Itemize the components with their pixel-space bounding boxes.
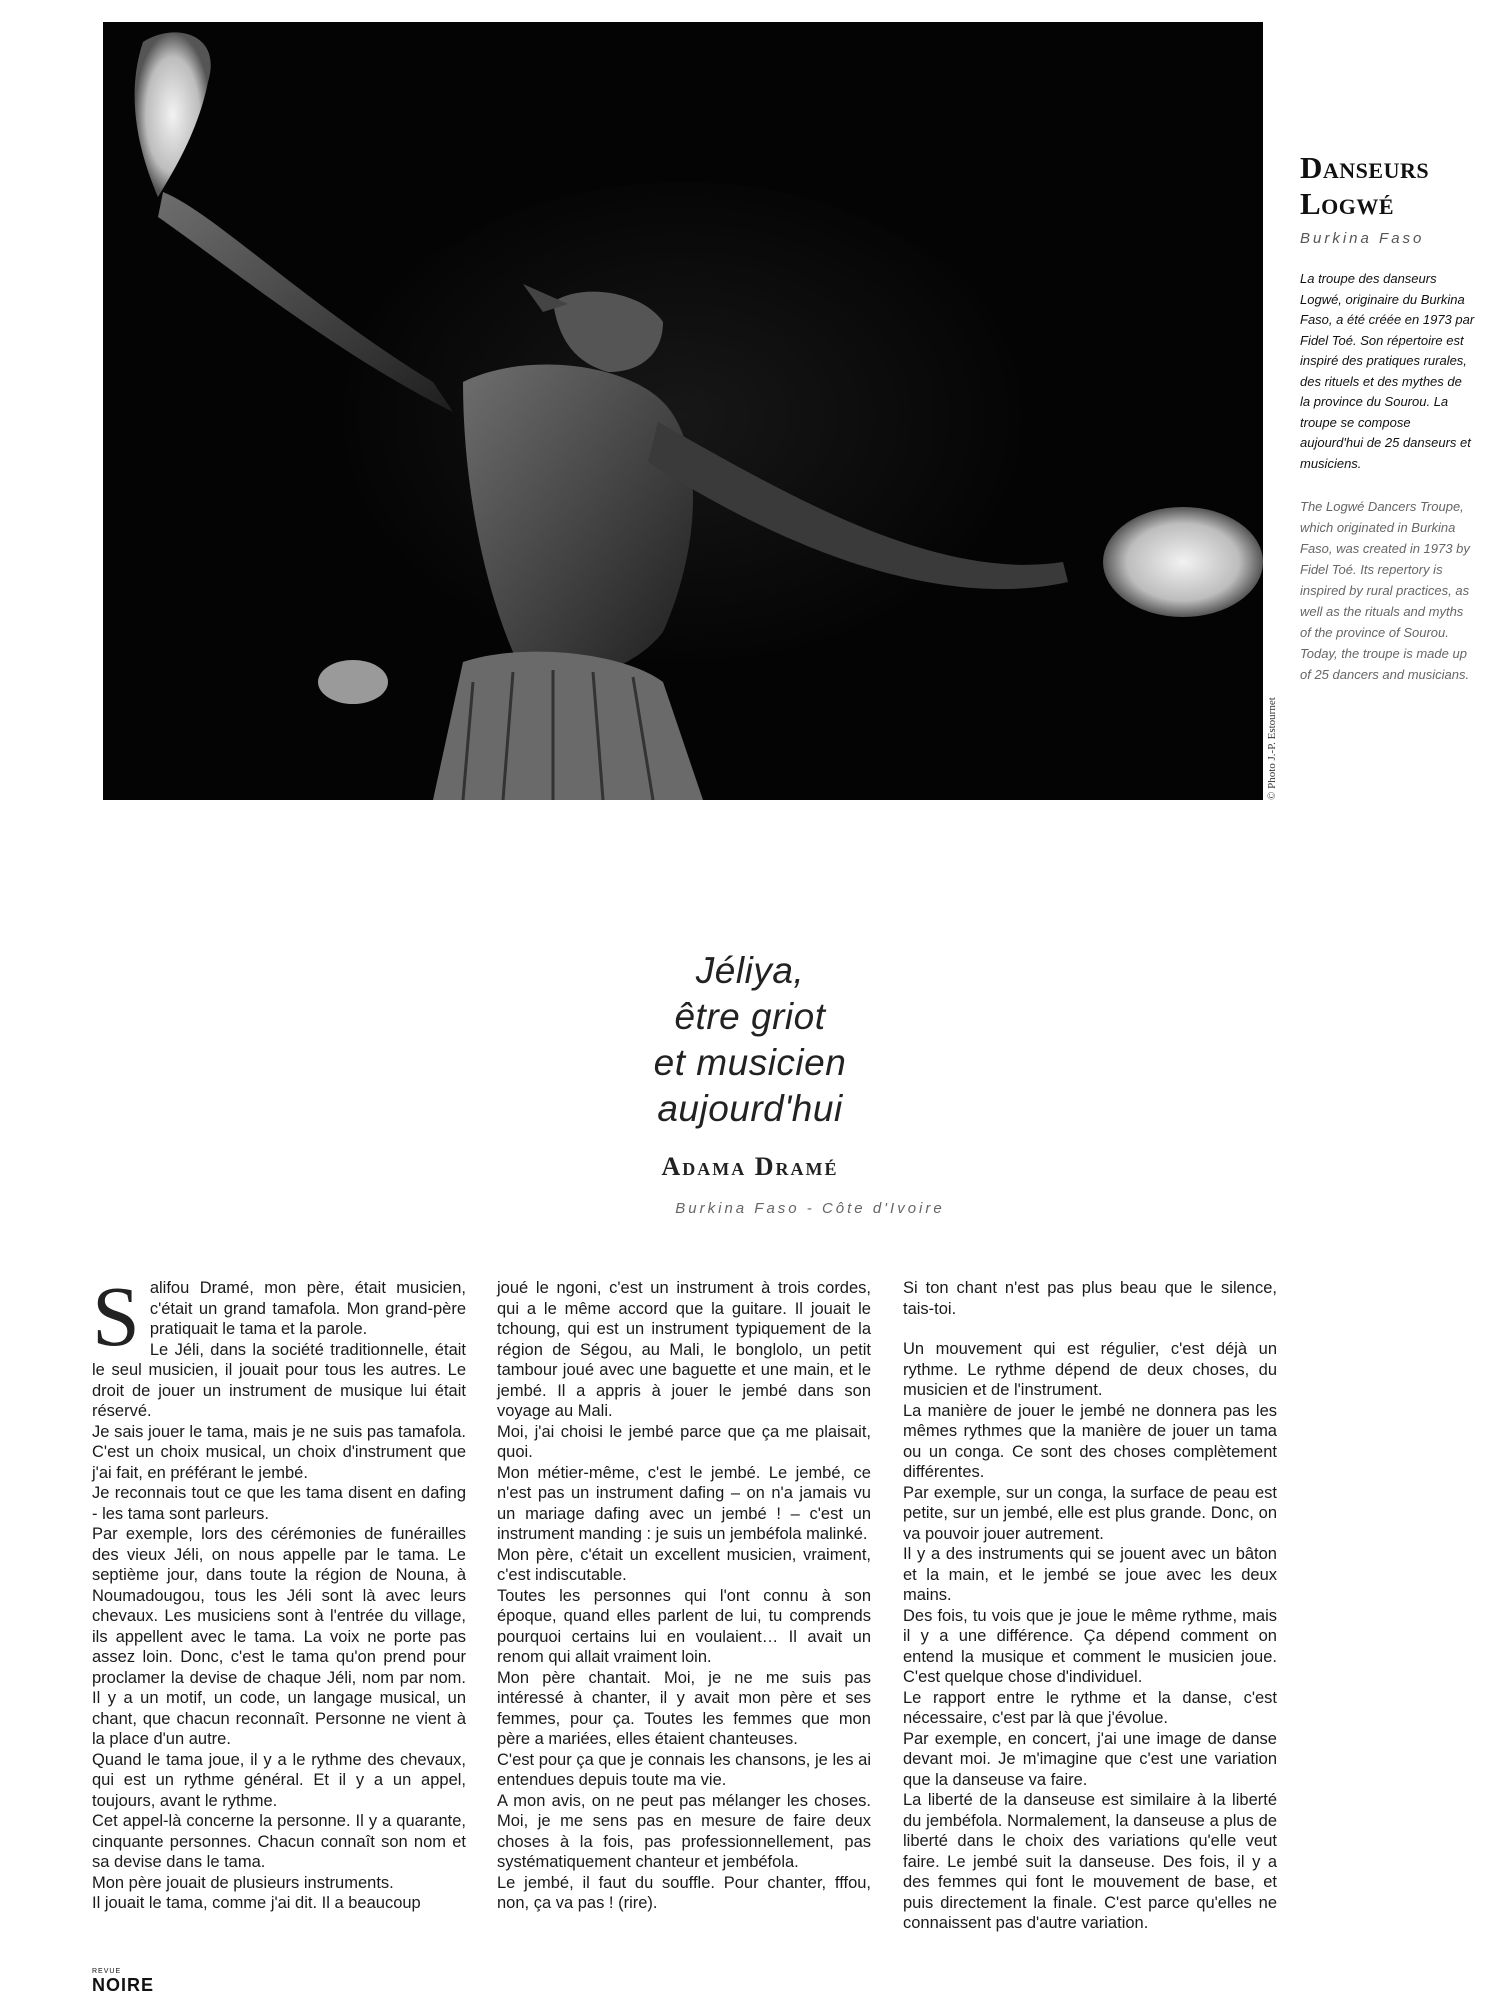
paragraph: Le jembé, il faut du souffle. Pour chanter, fffou, non, ça va pas ! (rire). <box>497 1873 871 1912</box>
paragraph: Des fois, tu vois que je joue le même rythme, mais il y a une différence. Ça dépend comment on entend la musique et comment le musicien joue. C'est quelque chose d'individuel. <box>903 1606 1277 1686</box>
paragraph: Un mouvement qui est régulier, c'est déjà un rythme. Le rythme dépend de deux choses, du musicien et de l'instrument. <box>903 1340 1277 1399</box>
paragraph: alifou Dramé, mon père, était musicien, c'était un grand tamafola. Mon grand-père pratiquait le tama et la parole. <box>149 1279 466 1338</box>
paragraph: Par exemple, en concert, j'ai une image de danse devant moi. Je m'imagine que c'est une variation que la danseuse va faire. <box>903 1729 1277 1789</box>
dancer-illustration <box>103 22 1263 800</box>
paragraph: A mon avis, on ne peut pas mélanger les choses. Moi, je me sens pas en mesure de faire deux choses à la fois, pas professionnellement, pas systématiquement chanteur et jembéfola. <box>497 1791 871 1871</box>
magazine-logo <box>92 1968 155 1995</box>
paragraph: Je sais jouer le tama, mais je ne suis pas tamafola. C'est un choix musical, un choix d'instrument que j'ai fait, en préférant le jembé. <box>92 1422 466 1482</box>
article-title <box>400 948 1100 1132</box>
quote-paragraph: Si ton chant n'est pas plus beau que le silence, tais-toi. <box>903 1279 1277 1318</box>
paragraph: Quand le tama joue, il y a le rythme des chevaux, qui est un rythme général. Et il y a un appel, toujours, avant le rythme. <box>92 1750 466 1810</box>
dancer-photo <box>103 22 1263 800</box>
text-column-3 <box>903 1278 1277 1934</box>
paragraph: Mon père chantait. Moi, je ne me suis pas intéressé à chanter, il y avait mon père et ses femmes, pour ça. Toutes les femmes que mon père a mariées, elles étaient chanteuses. <box>497 1668 871 1748</box>
paragraph: Mon métier-même, c'est le jembé. Le jembé, ce n'est pas un instrument dafing – on n'a jamais vu un mariage dafing avec un jembé ! – c'est un instrument manding : je suis un jembéfola malinké. <box>497 1463 871 1543</box>
title-line: Jéliya, <box>695 950 805 991</box>
title-line: être griot <box>674 996 826 1037</box>
paragraph: Il jouait le tama, comme j'ai dit. Il a beaucoup <box>92 1894 421 1912</box>
article-heading <box>400 948 1100 1217</box>
caption-title-line1: Danseurs <box>1300 150 1430 185</box>
photo-credit: © Photo J.-P. Estournet <box>1266 697 1278 800</box>
text-column-1 <box>92 1268 466 1914</box>
title-line: aujourd'hui <box>657 1088 843 1129</box>
paragraph: Il y a des instruments qui se jouent avec un bâton et la main, et le jembé se joue avec les deux mains. <box>903 1545 1277 1604</box>
drop-cap: S <box>92 1268 140 1364</box>
paragraph: Par exemple, sur un conga, la surface de peau est petite, sur un jembé, elle est plus grande. Donc, on va pouvoir jouer autrement. <box>903 1483 1277 1543</box>
caption-country: Burkina Faso <box>1300 230 1425 247</box>
photo-caption <box>1300 150 1475 685</box>
paragraph: C'est pour ça que je connais les chansons, je les ai entendues depuis toute ma vie. <box>497 1750 871 1789</box>
paragraph: Le rapport entre le rythme et la danse, c'est nécessaire, c'est par là que j'évolue. <box>903 1688 1277 1727</box>
logo-top-text: REVUE <box>92 1968 122 1975</box>
title-line: et musicien <box>653 1042 847 1083</box>
caption-text-english: The Logwé Dancers Troupe, which originated in Burkina Faso, was created in 1973 by Fidel Toé. Its repertory is inspired by rural practices, as well as the rituals and myths of the province of Sourou. Today, the troupe is made up of 25 dancers and musicians. <box>1300 499 1470 682</box>
paragraph: La liberté de la danseuse est similaire à la liberté du jembéfola. Normalement, la danseuse a plus de liberté dans le choix des variations qu'elle veut faire. Le jembé suit la danseuse. Des fois, il y a des femmes qui font le mouvement de base, et puis directement la finale. C'est parce qu'elles ne connaissent pas d'autre variation. <box>903 1791 1277 1932</box>
text-column-2 <box>497 1278 871 1914</box>
paragraph: Cet appel-là concerne la personne. Il y a quarante, cinquante personnes. Chacun connaît son nom et sa devise dans le tama. <box>92 1812 466 1871</box>
article-countries: Burkina Faso - Côte d'Ivoire <box>675 1200 945 1217</box>
caption-title-line2: Logwé <box>1300 186 1395 221</box>
paragraph: Toutes les personnes qui l'ont connu à son époque, quand elles parlent de lui, tu comprends pourquoi certains lui en voulaient… Il avait un renom qui allait vraiment loin. <box>497 1586 871 1666</box>
paragraph: Le Jéli, dans la société traditionnelle, était le seul musicien, il jouait pour tous les autres. Le droit de jouer un instrument de musique lui était réservé. <box>92 1340 466 1420</box>
paragraph: Moi, j'ai choisi le jembé parce que ça me plaisait, quoi. <box>497 1422 871 1461</box>
paragraph: Je reconnais tout ce que les tama disent en dafing - les tama sont parleurs. <box>92 1484 466 1523</box>
paragraph: Par exemple, lors des cérémonies de funérailles des vieux Jéli, on nous appelle par le tama. Le septième jour, dans toute la région de Nouna, à Noumadougou, tous les Jéli sont là avec leurs chevaux. Les musiciens sont à l'entrée du village, ils appellent avec le tama. La voix ne porte pas assez loin. Donc, c'est le tama qu'on prend pour proclamer la devise de chaque Jéli, nom par nom. Il y a un motif, un code, un langage musical, un chant, que chacun reconnaît. Personne ne vient à la place d'un autre. <box>92 1525 466 1748</box>
article-author: Adama Dramé <box>661 1152 839 1181</box>
paragraph: Mon père jouait de plusieurs instruments. <box>92 1873 394 1892</box>
logo-main-text: NOIRE <box>92 1975 155 1995</box>
paragraph: joué le ngoni, c'est un instrument à trois cordes, qui a le même accord que la guitare. Il jouait le tchoung, qui est un instrument typiquement de la région de Ségou, au Mali, le bonglolo, un petit tambour joué avec une baguette et une main, et le jembé. Il a appris à jouer le jembé dans son voyage au Mali. <box>497 1279 871 1420</box>
caption-text-french: La troupe des danseurs Logwé, originaire du Burkina Faso, a été créée en 1973 par Fidel Toé. Son répertoire est inspiré des pratiques rurales, des rituels et des mythes de la province du Sourou. La troupe se compose aujourd'hui de 25 danseurs et musiciens. <box>1300 271 1475 471</box>
paragraph: La manière de jouer le jembé ne donnera pas les mêmes rythmes que la manière de jouer un tama ou un conga. Ce sont des choses complètement différentes. <box>903 1401 1277 1481</box>
caption-title <box>1300 150 1475 222</box>
paragraph: Mon père, c'était un excellent musicien, vraiment, c'est indiscutable. <box>497 1545 871 1584</box>
